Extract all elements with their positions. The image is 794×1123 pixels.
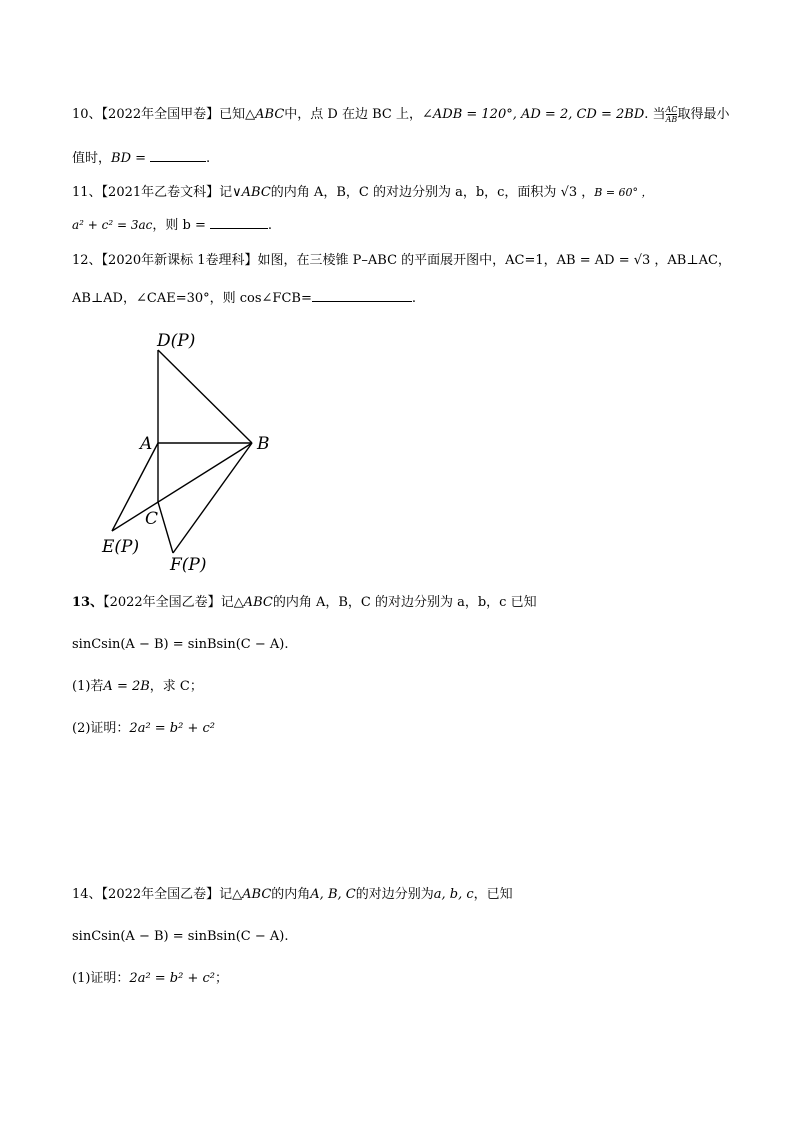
label-F: F(P) bbox=[170, 555, 207, 575]
q13-part1-math: A = 2B bbox=[103, 679, 150, 694]
q14-sides: a, b, c bbox=[433, 887, 474, 902]
q10-mid: 中，点 D 在边 BC 上， bbox=[284, 107, 422, 122]
q14-mid2: 的对边分别为 bbox=[355, 887, 434, 902]
edge-FB bbox=[173, 443, 252, 553]
q10-end: 取得最小 bbox=[677, 107, 730, 122]
q10-line2-end: . bbox=[206, 151, 211, 166]
q11-prefix: 11、【2021年乙卷文科】记 bbox=[72, 185, 233, 200]
q12-end: . bbox=[411, 291, 416, 306]
q14-angles: A, B, C bbox=[310, 887, 356, 902]
q10-prefix: 10、【2022年全国甲卷】已知 bbox=[72, 107, 246, 122]
q14-title bbox=[72, 886, 513, 904]
q12-prefix: AB⊥AD，∠CAE=30°，则 cos∠FCB= bbox=[72, 291, 312, 306]
edge-EB bbox=[112, 443, 252, 531]
pyramid-net-figure bbox=[95, 325, 325, 580]
q11-angle: B = 60° ， bbox=[594, 186, 653, 199]
q13-equation-line bbox=[72, 636, 288, 654]
q13-part2-math: 2a² = b² + c² bbox=[129, 721, 215, 736]
q10-frac-denominator: AB bbox=[665, 115, 678, 124]
q13-triangle: △ABC bbox=[233, 595, 273, 610]
q10-answer-label: BD = bbox=[111, 151, 147, 166]
q10-answer-blank[interactable] bbox=[150, 148, 206, 162]
q12-answer-blank[interactable] bbox=[312, 288, 412, 302]
edge-DB bbox=[158, 350, 252, 443]
q14-equation-line bbox=[72, 928, 288, 946]
q11-mid: 的内角 A，B，C 的对边分别为 a，b，c，面积为 √3 ， bbox=[270, 185, 595, 200]
q14-part1-math: 2a² = b² + c² bbox=[129, 971, 215, 986]
q10-fraction bbox=[666, 105, 678, 124]
label-D: D(P) bbox=[157, 331, 196, 351]
q13-title bbox=[72, 594, 537, 612]
q10-triangle: △ABC bbox=[245, 107, 285, 122]
q13-part-1 bbox=[72, 678, 203, 696]
q11-end: . bbox=[267, 218, 272, 233]
q14-part1-end: ； bbox=[215, 971, 229, 986]
q11-answer-blank[interactable] bbox=[210, 215, 268, 229]
q10-frac-numerator: AC bbox=[665, 105, 678, 114]
q11-line-2 bbox=[72, 215, 272, 235]
edge-CF bbox=[158, 502, 173, 553]
q14-end: ，已知 bbox=[473, 887, 513, 902]
q10-conditions: ∠ADB = 120°, AD = 2, CD = 2BD bbox=[421, 107, 645, 122]
label-C: C bbox=[145, 509, 159, 529]
q13-title-end: 的内角 A，B，C 的对边分别为 a，b，c 已知 bbox=[272, 595, 537, 610]
q14-prefix: 14、【2022年全国乙卷】记 bbox=[72, 887, 233, 902]
q13-part2-prefix: (2)证明： bbox=[72, 721, 130, 736]
q11-line-1 bbox=[72, 184, 653, 202]
q14-part1-prefix: (1)证明： bbox=[72, 971, 130, 986]
q13-number: 13、 bbox=[72, 595, 104, 610]
q11-triangle: ∨ABC bbox=[232, 185, 271, 200]
q10-when: . 当 bbox=[644, 107, 666, 122]
q12-line-2 bbox=[72, 288, 416, 308]
q13-equation: sinCsin(A − B) = sinBsin(C − A). bbox=[72, 637, 289, 652]
q13-part1-prefix: (1)若 bbox=[72, 679, 104, 694]
q10-line2-prefix: 值时， bbox=[72, 151, 112, 166]
label-B: B bbox=[257, 434, 270, 454]
q13-title-rest: 【2022年全国乙卷】记 bbox=[103, 595, 234, 610]
label-A: A bbox=[140, 434, 153, 454]
q14-equation: sinCsin(A − B) = sinBsin(C − A). bbox=[72, 929, 289, 944]
q12-line-1 bbox=[72, 252, 731, 270]
q14-mid: 的内角 bbox=[271, 887, 311, 902]
q10-line-2 bbox=[72, 148, 210, 168]
q13-part1-end: ，求 C； bbox=[149, 679, 203, 694]
q12-text-1: 12、【2020年新课标 1卷理科】如图，在三棱锥 P–ABC 的平面展开图中，AC=1，AB = AD = √3 ，AB⊥AC， bbox=[72, 253, 731, 268]
q13-part-2 bbox=[72, 720, 215, 738]
q14-part-1 bbox=[72, 970, 228, 988]
label-E: E(P) bbox=[102, 537, 140, 557]
q11-condition: a² + c² = 3ac bbox=[72, 218, 153, 232]
q11-mid2: ，则 b = bbox=[152, 218, 206, 233]
q10-line-1 bbox=[72, 105, 729, 124]
q14-triangle: △ABC bbox=[232, 887, 272, 902]
